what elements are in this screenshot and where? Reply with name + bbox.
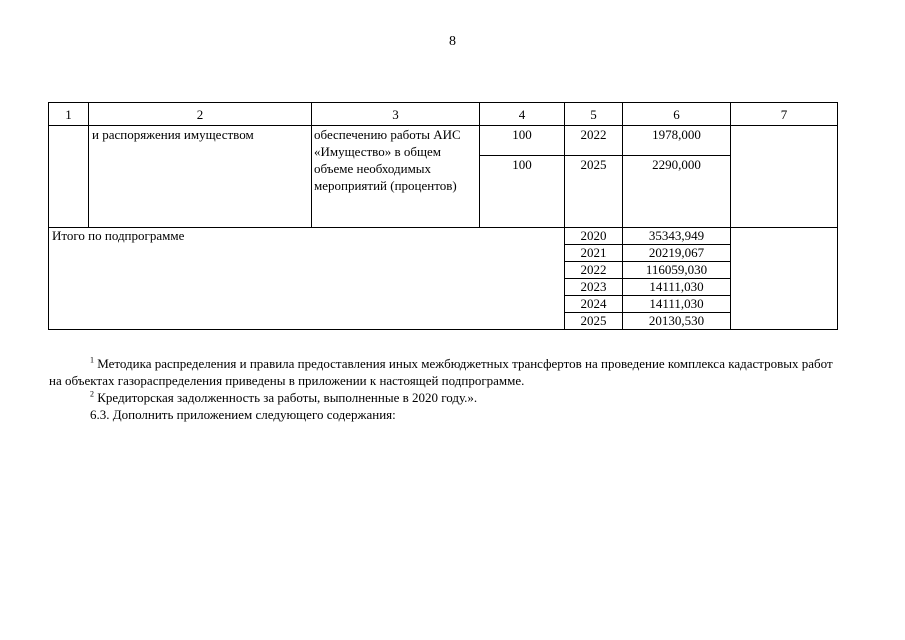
header-cell: 2 xyxy=(89,103,312,126)
year-cell: 2025 xyxy=(565,156,623,228)
total-notes-cell xyxy=(731,228,838,330)
indicator-value-cell: 100 xyxy=(480,156,565,228)
total-amount-cell: 35343,949 xyxy=(623,228,731,245)
total-amount-cell: 14111,030 xyxy=(623,296,731,313)
total-year-cell: 2025 xyxy=(565,313,623,330)
header-cell: 3 xyxy=(312,103,480,126)
footnote-1-text: Методика распределения и правила предоставления иных межбюджетных трансфертов на проведение комплекса кадастровых работ на объектах газораспределения приведены в приложении к настоящей подпрограмме. xyxy=(49,356,833,388)
indicator-name-cell: обеспечению работы АИС «Имущество» в общем объеме необходимых мероприятий (процентов) xyxy=(312,126,480,228)
total-amount-cell: 20130,530 xyxy=(623,313,731,330)
indicator-value-cell: 100 xyxy=(480,126,565,156)
page-number: 8 xyxy=(449,34,456,49)
total-row xyxy=(49,228,838,245)
program-table xyxy=(48,102,838,330)
event-name-cell: и распоряжения имуществом xyxy=(89,126,312,228)
total-amount-cell: 20219,067 xyxy=(623,245,731,262)
footnote-2-text: Кредиторская задолженность за работы, выполненные в 2020 году.». xyxy=(97,390,478,405)
total-year-cell: 2020 xyxy=(565,228,623,245)
year-cell: 2022 xyxy=(565,126,623,156)
total-year-cell: 2022 xyxy=(565,262,623,279)
header-cell: 1 xyxy=(49,103,89,126)
header-cell: 7 xyxy=(731,103,838,126)
total-year-cell: 2021 xyxy=(565,245,623,262)
row-number-cell xyxy=(49,126,89,228)
total-year-cell: 2024 xyxy=(565,296,623,313)
footnote-2-mark: 2 xyxy=(90,389,94,399)
footnotes xyxy=(49,355,838,423)
table-row xyxy=(49,126,838,156)
footnote-1-mark: 1 xyxy=(90,355,94,365)
amount-cell: 1978,000 xyxy=(623,126,731,156)
header-cell: 6 xyxy=(623,103,731,126)
total-amount-cell: 116059,030 xyxy=(623,262,731,279)
header-cell: 4 xyxy=(480,103,565,126)
total-year-cell: 2023 xyxy=(565,279,623,296)
footnote-2 xyxy=(49,389,838,406)
total-amount-cell: 14111,030 xyxy=(623,279,731,296)
notes-cell xyxy=(731,126,838,228)
header-cell: 5 xyxy=(565,103,623,126)
amount-cell: 2290,000 xyxy=(623,156,731,228)
total-label-cell: Итого по подпрограмме xyxy=(49,228,565,330)
paragraph-6-3: 6.3. Дополнить приложением следующего содержания: xyxy=(90,407,396,422)
header-row xyxy=(49,103,838,126)
footnote-1 xyxy=(49,355,838,389)
